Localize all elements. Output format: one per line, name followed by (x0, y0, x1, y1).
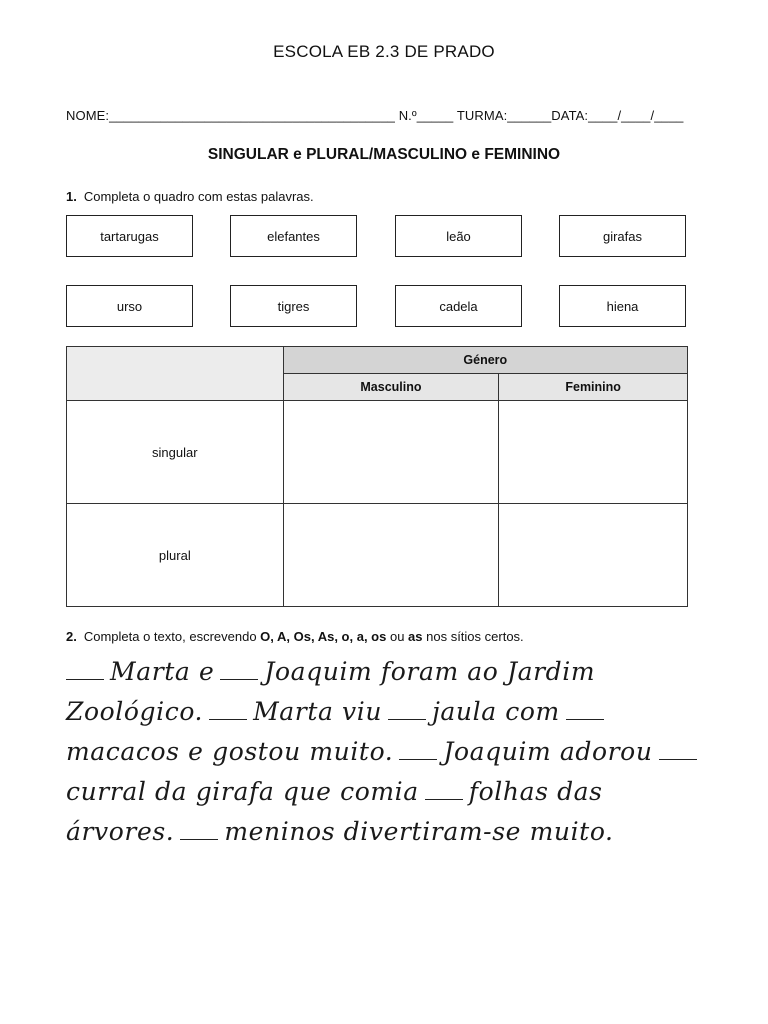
genero-header: Género (283, 347, 687, 374)
table-corner-cell (67, 347, 284, 401)
text-fragment: Marta viu (253, 697, 383, 726)
feminino-header: Feminino (499, 374, 688, 401)
school-name: ESCOLA EB 2.3 DE PRADO (273, 42, 495, 61)
fill-blank[interactable] (180, 821, 218, 840)
word-box: hiena (559, 285, 686, 327)
text-fragment: meninos divertiram-se muito. (224, 817, 614, 846)
text-fragment: jaula com (432, 697, 560, 726)
word-box: elefantes (230, 215, 357, 257)
singular-row-label: singular (67, 401, 284, 504)
handwritten-line (66, 692, 706, 732)
exercise-1-number: 1. (66, 189, 77, 204)
plural-feminino-cell[interactable] (499, 504, 688, 607)
text-fragment: Zoológico. (66, 697, 204, 726)
plural-row-label: plural (67, 504, 284, 607)
word-box: urso (66, 285, 193, 327)
fill-blank[interactable] (220, 661, 258, 680)
handwritten-text (66, 652, 706, 852)
text-fragment: macacos e gostou muito. (66, 737, 394, 766)
worksheet-title: SINGULAR e PLURAL/MASCULINO e FEMININO (207, 146, 561, 163)
word-box: girafas (559, 215, 686, 257)
exercise-1-instruction (66, 189, 314, 204)
word-box: leão (395, 215, 522, 257)
fill-blank[interactable] (659, 741, 697, 760)
instruction-options: O, A, Os, As, o, a, os (260, 629, 387, 644)
word-box: tartarugas (66, 215, 193, 257)
exercise-1-text: Completa o quadro com estas palavras. (83, 189, 314, 204)
fill-blank[interactable] (209, 701, 247, 720)
fill-blank[interactable] (425, 781, 463, 800)
text-fragment: curral da girafa que comia (66, 777, 419, 806)
masculino-header: Masculino (283, 374, 499, 401)
instruction-text-3: nos sítios certos. (422, 629, 524, 644)
fill-blank[interactable] (66, 661, 104, 680)
singular-feminino-cell[interactable] (499, 401, 688, 504)
handwritten-line (66, 652, 706, 692)
word-box-row-2 (66, 285, 688, 327)
text-fragment: Marta e (110, 657, 215, 686)
instruction-option-as: as (408, 629, 423, 644)
exercise-2-number: 2. (66, 629, 77, 644)
text-fragment: folhas das (468, 777, 603, 806)
handwritten-line (66, 812, 706, 852)
word-box: cadela (395, 285, 522, 327)
text-fragment: árvores. (66, 817, 175, 846)
handwritten-line (66, 772, 706, 812)
singular-masculino-cell[interactable] (283, 401, 499, 504)
fill-blank[interactable] (388, 701, 426, 720)
fill-blank[interactable] (566, 701, 604, 720)
fill-blank[interactable] (399, 741, 437, 760)
word-box-row-1 (66, 215, 688, 257)
student-info-line: NOME:_______________________________________ N.º_____ TURMA:______DATA:____/____/____ (66, 108, 684, 123)
text-fragment: Joaquim foram ao Jardim (264, 657, 596, 686)
plural-masculino-cell[interactable] (283, 504, 499, 607)
text-fragment: Joaquim adorou (443, 737, 653, 766)
instruction-text-2: ou (386, 629, 409, 644)
handwritten-line (66, 732, 706, 772)
instruction-text-1: Completa o texto, escrevendo (83, 629, 261, 644)
exercise-2-instruction (66, 629, 524, 644)
gender-number-table (66, 346, 688, 607)
word-box: tigres (230, 285, 357, 327)
